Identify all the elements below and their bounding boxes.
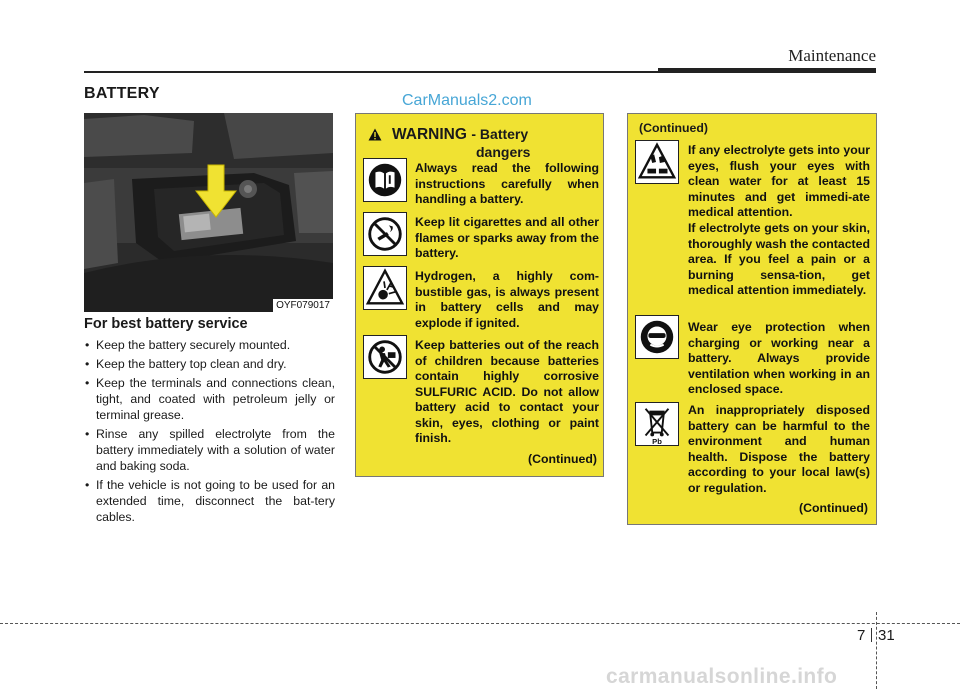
no-smoking-flames-icon: [363, 212, 407, 256]
manual-book-icon: [363, 158, 407, 202]
warning-text-hydrogen: Hydrogen, a highly com-bustible gas, is always present in battery cells and may explode if ignited.: [415, 269, 599, 330]
care-item: • Keep the battery top clean and dry.: [84, 356, 335, 372]
continued-warning-box: [627, 113, 877, 525]
engine-bay-illustration: [84, 113, 333, 312]
corrosive-acid-icon: [635, 140, 679, 184]
electrolyte-eyes-text: If any electrolyte gets into your eyes, flush your eyes with clean water for at least 15 minutes and get immedi-ate medical attention.: [688, 143, 870, 219]
section-title: BATTERY: [84, 85, 160, 102]
page-number: 31: [878, 627, 895, 644]
warning-text-no-flames: Keep lit cigarettes and all other flames or sparks away from the battery.: [415, 215, 599, 260]
care-item: • Keep the battery securely mounted.: [84, 337, 335, 353]
warning-word: WARNING: [392, 126, 467, 143]
care-list: [84, 337, 335, 528]
watermark-bottom: carmanualsonline.info: [606, 665, 838, 688]
electrolyte-skin-text: If electrolyte gets on your skin, thoroughly wash the contacted area. If you feel a pain or a burning sensa-tion, get medical attention immediately.: [688, 221, 870, 297]
page-number-divider: [871, 628, 872, 642]
care-item: • Rinse any spilled electrolyte from the battery immediately with a solution of water and baking soda.: [84, 426, 335, 474]
warning-subject-line2: dangers: [476, 144, 531, 160]
photo-code: OYF079017: [273, 299, 333, 312]
warning-text-children: Keep batteries out of the reach of children because batteries contain highly corrosive SULFURIC ACID. Do not allow battery acid to contact your skin, eyes, clothing or paint finish.: [415, 338, 599, 445]
battery-photo: [84, 113, 333, 312]
header-rule-thick: [658, 68, 876, 73]
warning-text-read-instructions: Always read the following instructions carefully when handling a battery.: [415, 161, 599, 206]
disposal-text: An inappropriately disposed battery can be harmful to the environment and human health. Dispose the battery according to your local law(s) or regulation.: [688, 403, 870, 495]
warning-triangle-icon: [368, 128, 382, 141]
crossed-bin-pb-icon: [635, 402, 679, 446]
continued-heading: (Continued): [639, 121, 708, 135]
care-item: • If the vehicle is not going to be used for an extended time, disconnect the bat-tery cables.: [84, 477, 335, 525]
keep-away-children-icon: [363, 335, 407, 379]
right-continued: (Continued): [799, 501, 868, 515]
eye-protection-text: Wear eye protection when charging or working near a battery. Always provide ventilation when working in an enclosed space.: [688, 320, 870, 396]
explosive-icon: [363, 266, 407, 310]
care-title: For best battery service: [84, 316, 248, 332]
eye-protection-icon: [635, 315, 679, 359]
warning-heading: [392, 126, 530, 160]
header-rule: [84, 71, 662, 73]
watermark-top: CarManuals2.com: [402, 92, 532, 109]
warning-subject: - Battery: [471, 126, 529, 142]
care-item: • Keep the terminals and connections clean, tight, and coated with petroleum jelly or terminal grease.: [84, 375, 335, 423]
running-header: Maintenance: [788, 46, 876, 65]
warning-continued: (Continued): [528, 452, 597, 466]
footer-dashed-vertical: [876, 612, 877, 689]
chapter-number: 7: [857, 627, 866, 644]
footer-dashed-rule: [0, 623, 960, 624]
pb-label: Pb: [652, 437, 662, 445]
warning-box: [355, 113, 604, 477]
